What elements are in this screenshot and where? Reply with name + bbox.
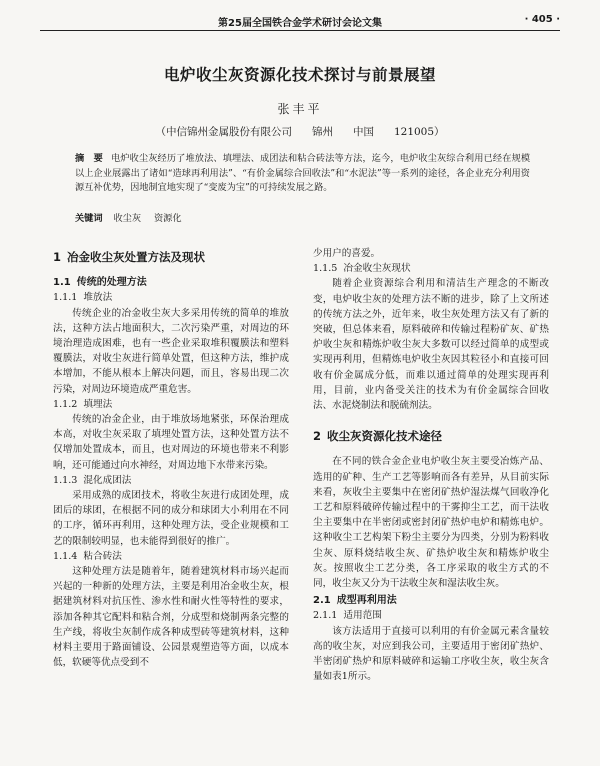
left-column [53, 246, 289, 670]
paragraph: 这种处理方法是随着年，随着建筑材料市场兴起而兴起的一种新的处理方法，主要是利用冶金收尘灰，根据建筑材料对抗压性、渗水性和耐火性等特性的要求，添加各种其它配料和粘合剂，分成型和烧制两条完整的生产线，将收尘灰制作成各种成型砖等建筑材料，这种材料主要用于路面铺设、公园景观塑造等方面，以成本低，软硬等优点受到不 [53, 566, 289, 669]
keywords-label: 关键词 [75, 213, 103, 224]
subsubsection-heading: 1.1.1 堆放法 [53, 292, 113, 304]
subsubsection-heading: 1.1.5 冶金收尘灰现状 [313, 263, 411, 275]
paragraph: 在不同的铁合金企业电炉收尘灰主要受冶炼产品、选用的矿种、生产工艺等影响而各有差异，从目前实际来看，灰收尘主要集中在密闭矿热炉湿法煤气回收净化工艺和原料破碎传输过程中的干雾抑尘工艺，而干法收尘主要集中在半密闭或密封闭矿热炉电炉和精炼电炉。这种收尘工艺构架下粉尘主要分为四类，分别为粉料收尘灰、原料烧结收尘灰、矿热炉收尘灰和精炼炉收尘灰。按照收尘工艺分类，各工序采取的收尘方式的不同，收尘灰又分为干法收尘灰和湿法收尘灰。 [313, 456, 549, 590]
subsubsection-heading: 1.1.3 混化成团法 [53, 474, 132, 486]
affiliation-org: （中信锦州金属股份有限公司 [155, 126, 292, 138]
affiliation-postcode: 121005） [393, 126, 445, 138]
page-number: · 405 · [524, 14, 560, 25]
paragraph: 采用成熟的成团技术，将收尘灰进行成团处理，成团后的球团，在根据不同的成分和球团大小利用在不同的工序，循环再利用，这种处理方法，受企业规模和工艺的限制较明显，也未能得到很好的推广。 [53, 490, 289, 547]
keyword: 资源化 [153, 213, 182, 224]
paragraph: 该方法适用于直接可以利用的有价金属元素含量较高的收尘灰，对应到我公司，主要适用于密闭矿热炉、半密闭矿热炉和原料破碎和运输工序收尘灰，收尘灰含量如表1所示。 [313, 625, 549, 683]
journal-title: 第25届全国铁合金学术研讨会论文集 [218, 18, 382, 29]
paragraph: 传统企业的冶金收尘灰大多采用传统的简单的堆放法，这种方法占地面积大，二次污染严重，对周边的环境治理造成困难，也有一些企业采取堆积覆膜法和塑料覆膜法，对收尘灰进行简单处置，但这种方法，维护成本增加，不能从根本上解决问题，而且，容易出现二次污染，对周边环境造成严重危害。 [53, 307, 289, 395]
abstract-label: 摘 要 [75, 153, 103, 164]
paragraph: 传统的冶金企业，由于堆放场地紧张，环保治理成本高，对收尘灰采取了填埋处置方法，这种处置方法不仅增加处置成本，而且，也对周边的环境也带来不利影响，还可能通过向水神经，对周边地下水带来污染。 [53, 414, 289, 471]
abstract-text: 电炉收尘灰经历了堆放法、填埋法、成团法和粘合砖法等方法，迄今，电炉收尘灰综合利用已经在规模以上企业展露出了诸如“造球再利用法”、“有价金属综合回收法”和“水泥法”等一系列的途径，各企业充分利用资源互补优势，因地制宜地实现了“变废为宝”的可持续发展之路。 [75, 153, 531, 193]
keyword: 收尘灰 [113, 213, 142, 224]
paragraph: 随着企业资源综合利用和清洁生产理念的不断改变，电炉收尘灰的处理方法不断的进步，除了上文所述的传统方法之外，近年来，收尘灰处理方法又有了新的突破，但总体来看，原料破碎和传输过程粉矿灰、矿热炉收尘灰和精炼炉收尘灰大多数可以经过简单的成型或实现再利用，但精炼电炉收尘灰因其粒径小和直接可回收有价金属成分低，而难以通过简单的处理实现再利用，目前，业内备受关注的技术为有价金属综合回收法、水泥烧制法和脱硫剂法。 [313, 278, 549, 412]
paragraph: 少用户的喜爱。 [313, 248, 381, 259]
paper-title: 电炉收尘灰资源化技术探讨与前景展望 [163, 66, 436, 84]
subsection-heading: 1.1 传统的处理方法 [53, 277, 147, 289]
subsection-heading: 2.1 成型再利用法 [313, 595, 397, 607]
right-column [313, 246, 549, 684]
subsubsection-heading: 1.1.2 填埋法 [53, 398, 113, 410]
running-head [40, 12, 560, 31]
author: 张丰平 [277, 102, 323, 116]
keywords [75, 210, 192, 224]
affiliation [0, 124, 600, 139]
subsubsection-heading: 1.1.4 粘合砖法 [53, 550, 122, 562]
abstract [75, 152, 530, 196]
section-heading: 2 收尘灰资源化技术途径 [313, 429, 443, 444]
subsubsection-heading: 2.1.1 适用范围 [313, 610, 382, 622]
affiliation-city: 锦州 [311, 126, 333, 138]
affiliation-country: 中国 [352, 126, 374, 138]
section-heading: 1 冶金收尘灰处置方法及现状 [53, 250, 206, 264]
